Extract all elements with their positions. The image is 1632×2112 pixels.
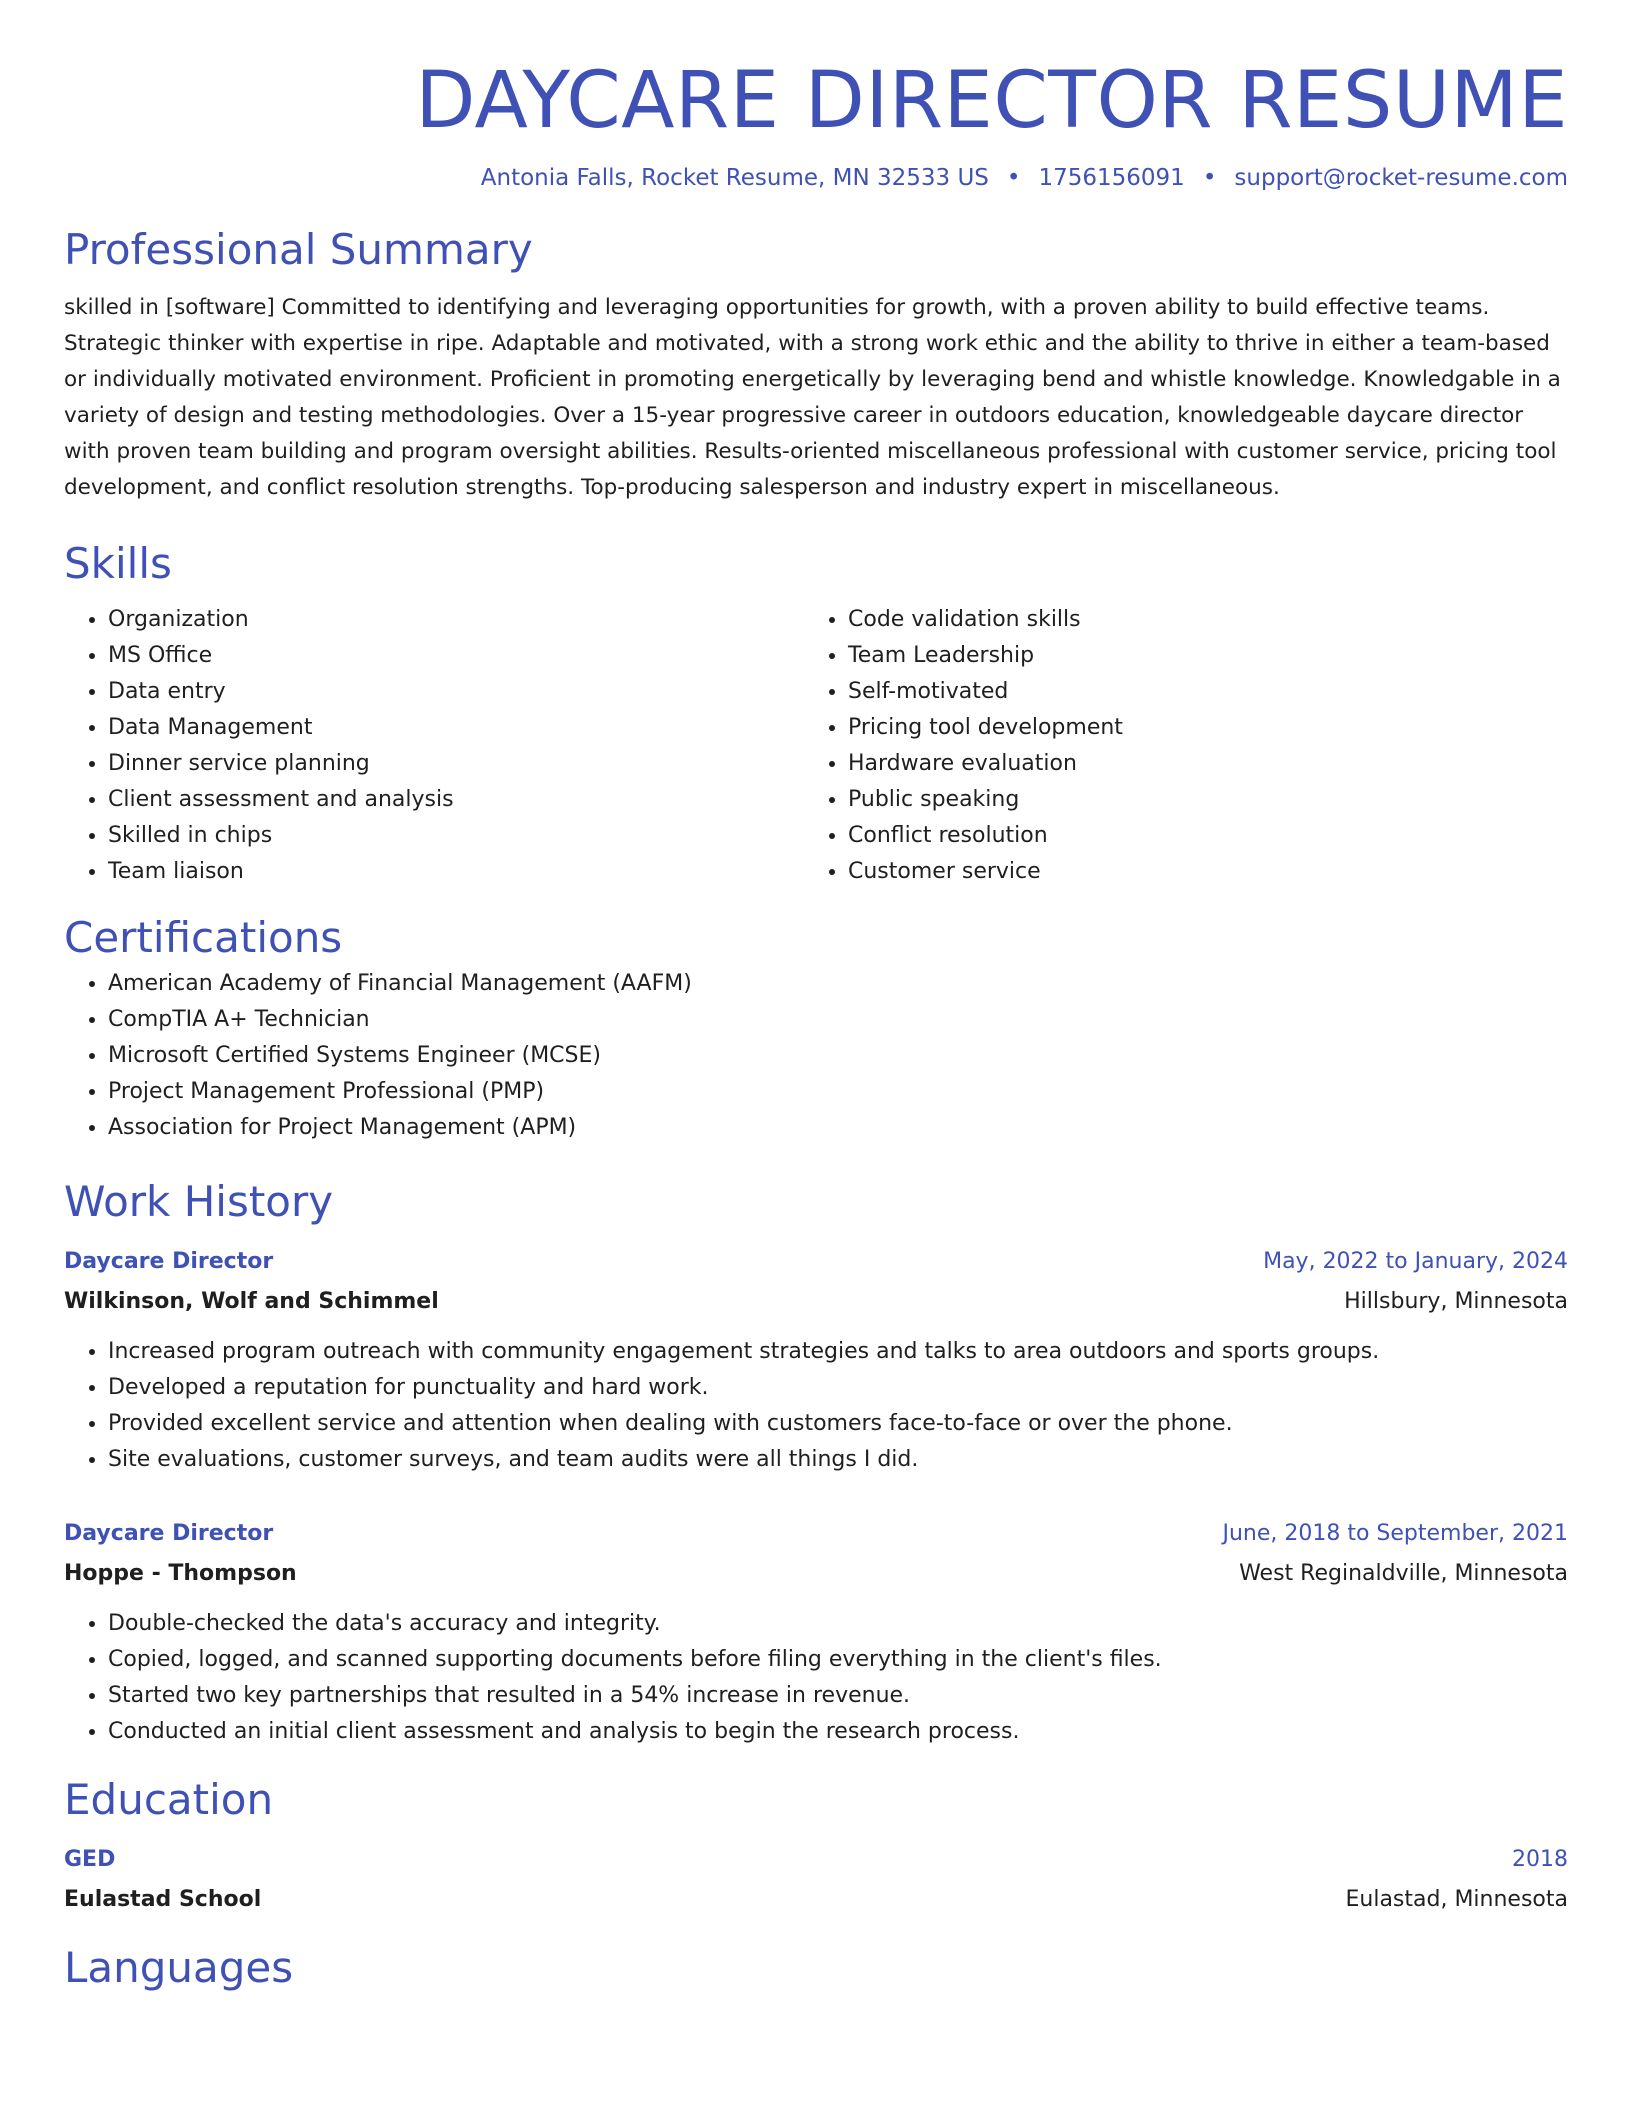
job-dates: June, 2018 to September, 2021	[1222, 1521, 1568, 1546]
skill-item: • Pricing tool development	[848, 710, 1568, 746]
work-history-section	[64, 1174, 1568, 1750]
skill-item: • Customer service	[848, 854, 1568, 890]
certifications-list	[64, 966, 1568, 1146]
section-heading-work-history: Work History	[64, 1177, 334, 1226]
job-title: Daycare Director	[64, 1521, 274, 1546]
job-entry	[64, 1244, 1568, 1478]
job-bullet: • Developed a reputation for punctuality and hard work.	[108, 1370, 1568, 1406]
education-school-row	[64, 1882, 1568, 1918]
languages-section	[64, 1940, 1568, 1996]
job-title: Daycare Director	[64, 1249, 274, 1274]
job-bullet: • Copied, logged, and scanned supporting documents before filing everything in the client's files.	[108, 1642, 1568, 1678]
education-school: Eulastad School	[64, 1887, 262, 1912]
contact-email[interactable]: support@rocket-resume.com	[1234, 165, 1568, 191]
certification-item: • Microsoft Certified Systems Engineer (MCSE)	[108, 1038, 1568, 1074]
section-heading-certifications: Certifications	[64, 913, 343, 962]
job-company: Wilkinson, Wolf and Schimmel	[64, 1289, 439, 1314]
section-heading-languages: Languages	[64, 1943, 294, 1992]
job-company: Hoppe - Thompson	[64, 1561, 297, 1586]
education-degree: GED	[64, 1847, 116, 1872]
skill-item: • MS Office	[108, 638, 804, 674]
job-company-row	[64, 1556, 1568, 1592]
skill-item: • Client assessment and analysis	[108, 782, 804, 818]
skill-item: • Organization	[108, 602, 804, 638]
job-location: Hillsbury, Minnesota	[1344, 1289, 1568, 1314]
education-degree-row	[64, 1842, 1568, 1878]
job-bullet: • Double-checked the data's accuracy and integrity.	[108, 1606, 1568, 1642]
resume-title: DAYCARE DIRECTOR RESUME	[415, 56, 1568, 146]
skill-item: • Conflict resolution	[848, 818, 1568, 854]
skill-item: • Data Management	[108, 710, 804, 746]
skills-list-left	[64, 602, 804, 890]
certification-item: • American Academy of Financial Management (AAFM)	[108, 966, 1568, 1002]
skill-item: • Team liaison	[108, 854, 804, 890]
resume-header	[64, 54, 1568, 194]
contact-separator: •	[1006, 165, 1021, 191]
skill-item: • Data entry	[108, 674, 804, 710]
job-bullets	[64, 1334, 1568, 1478]
job-bullet: • Site evaluations, customer surveys, and team audits were all things I did.	[108, 1442, 1568, 1478]
job-bullet: • Conducted an initial client assessment and analysis to begin the research process.	[108, 1714, 1568, 1750]
job-bullet: • Provided excellent service and attention when dealing with customers face-to-face or over the phone.	[108, 1406, 1568, 1442]
skill-item: • Self-motivated	[848, 674, 1568, 710]
job-bullet: • Increased program outreach with community engagement strategies and talks to area outdoors and sports groups.	[108, 1334, 1568, 1370]
contact-line	[64, 162, 1568, 194]
certifications-section	[64, 910, 1568, 1146]
contact-separator: •	[1202, 165, 1217, 191]
job-bullets	[64, 1606, 1568, 1750]
job-location: West Reginaldville, Minnesota	[1239, 1561, 1568, 1586]
professional-summary-section	[64, 222, 1568, 506]
certification-item: • CompTIA A+ Technician	[108, 1002, 1568, 1038]
skill-item: • Public speaking	[848, 782, 1568, 818]
skills-list-right	[804, 602, 1568, 890]
contact-address: Antonia Falls, Rocket Resume, MN 32533 US	[480, 165, 989, 191]
skills-grid	[64, 602, 1568, 890]
education-entry	[64, 1842, 1568, 1918]
skill-item: • Code validation skills	[848, 602, 1568, 638]
education-location: Eulastad, Minnesota	[1345, 1887, 1568, 1912]
contact-phone: 1756156091	[1038, 165, 1185, 191]
certification-item: • Project Management Professional (PMP)	[108, 1074, 1568, 1110]
summary-text: skilled in [software] Committed to identifying and leveraging opportunities for growth, with a proven ability to build effective teams. Strategic thinker with expertise in ripe. Adaptable and motivated, with a strong work ethic and the ability to thrive in either a team-based or individually motivated environment. Proficient in promoting energetically by leveraging bend and whistle knowledge. Knowledgable in a variety of design and testing methodologies. Over a 15-year progressive career in outdoors education, knowledgeable daycare director with proven team building and program oversight abilities. Results-oriented miscellaneous professional with customer service, pricing tool development, and conflict resolution strengths. Top-producing salesperson and industry expert in miscellaneous.	[64, 295, 1561, 500]
section-heading-skills: Skills	[64, 539, 172, 588]
job-title-row	[64, 1516, 1568, 1552]
skills-section	[64, 536, 1568, 890]
section-heading-education: Education	[64, 1775, 274, 1824]
skill-item: • Dinner service planning	[108, 746, 804, 782]
skill-item: • Team Leadership	[848, 638, 1568, 674]
certification-item: • Association for Project Management (APM)	[108, 1110, 1568, 1146]
section-heading-summary: Professional Summary	[64, 225, 533, 274]
job-bullet: • Started two key partnerships that resulted in a 54% increase in revenue.	[108, 1678, 1568, 1714]
education-section	[64, 1772, 1568, 1918]
job-company-row	[64, 1284, 1568, 1320]
education-year: 2018	[1512, 1847, 1568, 1872]
job-title-row	[64, 1244, 1568, 1280]
skill-item: • Skilled in chips	[108, 818, 804, 854]
job-entry	[64, 1516, 1568, 1750]
job-dates: May, 2022 to January, 2024	[1263, 1249, 1568, 1274]
skill-item: • Hardware evaluation	[848, 746, 1568, 782]
